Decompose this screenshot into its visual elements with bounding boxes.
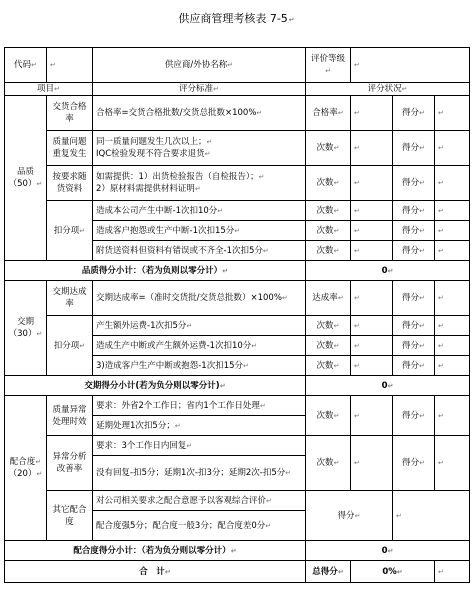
delivery-deduct-standard: 3)造成客户生产中断或抱怨-1次扣15分↵ [93,356,306,376]
delivery-rate-sub-item: 交期达成率 [47,281,93,316]
delivery-rate-measure: 达成率↵ [306,281,351,316]
grade-label: 评价等级↵ [306,48,351,83]
quality-deduct-score-label: 得分↵ [393,221,435,241]
repeat-issue-measure: 次数↵ [306,131,351,166]
quality-deduct-score-label: 得分↵ [393,201,435,221]
quality-deduct-standard: 造成客户抱怨或生产中断-1次扣15分↵ [93,221,306,241]
quality-deduct-score-value[interactable]: ↵ [435,221,470,241]
analysis-score-value[interactable]: ↵ [435,436,470,491]
supplier-evaluation-table [4,47,470,583]
pass-rate-value[interactable]: ↵ [351,96,393,131]
other-cooperation-standard: 对公司相关要求之配合意愿予以客观综合评价↵ [93,491,306,511]
quality-section-label: 品质 （50）↵ [5,96,47,261]
table-row [5,491,470,511]
quality-deduct-score-value[interactable]: ↵ [435,201,470,221]
total-extra-cell: ↵ [435,561,470,583]
documents-score-label: 得分↵ [393,166,435,201]
repeat-issue-standard: 同一质量问题发生几次以上；↵ IQC检验发现不符合要求退货↵ [93,131,306,166]
table-row [5,131,470,166]
other-cooperation-sub-item: 其它配合度 [47,491,93,541]
delivery-subtotal-row [5,376,470,396]
quality-subtotal-label: 品质得分小计：（若为负则以零分计）↵ [5,261,306,281]
pass-rate-standard: 合格率=交货合格批数/交货总批数×100%↵ [93,96,306,131]
delivery-deduct-score-label: 得分↵ [393,356,435,376]
other-cooperation-score-value[interactable]: ↵ [393,491,470,541]
item-column-header: 项目↵ [5,83,93,96]
response-time-score-value[interactable]: ↵ [435,396,470,436]
response-time-value[interactable]: ↵ [351,396,393,436]
response-time-sub-item: 质量异常处理时效 [47,396,93,436]
delivery-deduct-value[interactable]: ↵ [351,356,393,376]
table-row [5,281,470,316]
table-row [5,396,470,416]
table-row [5,436,470,456]
response-time-measure: 次数↵ [306,396,351,436]
total-score-label: 总得分↵ [306,561,351,583]
quality-deduct-measure: 次数↵ [306,201,351,221]
other-cooperation-scale: 配合度强5分；配合度一般3分；配合度差0分↵ [93,511,306,541]
response-time-standard: 要求：外省2个工作日；省内1个工作日处理↵ [93,396,306,416]
total-score-value: 0%↵ [351,561,435,583]
form-title: 供应商管理考核表 7-5↵ [178,12,295,25]
delivery-deduct-label: 扣分项↵ [47,316,93,376]
pass-rate-measure: 合格率↵ [306,96,351,131]
analysis-sub-item: 异常分析改善率 [47,436,93,491]
status-column-header: 评分状况↵ [306,83,470,96]
quality-deduct-standard: 附货送资料但资料有错误或不齐全-1次扣5分↵ [93,241,306,261]
table-row [5,316,470,336]
supplier-label: 供应商/外协名称↵ [93,48,306,83]
delivery-deduct-score-value[interactable]: ↵ [435,336,470,356]
delivery-deduct-measure: 次数↵ [306,336,351,356]
delivery-deduct-standard: 造成生产中断或产生额外运费-1次扣10分↵ [93,336,306,356]
analysis-measure: 次数↵ [306,436,351,491]
delivery-section-label: 交期 （30）↵ [5,281,47,376]
quality-deduct-value[interactable]: ↵ [351,201,393,221]
header-row [5,48,470,83]
code-value-cell[interactable]: ↵ [47,48,93,83]
documents-measure: 次数↵ [306,166,351,201]
standard-column-header: 评分标准↵ [93,83,306,96]
delivery-deduct-value[interactable]: ↵ [351,336,393,356]
response-time-score-label: 得分↵ [393,396,435,436]
quality-deduct-value[interactable]: ↵ [351,241,393,261]
analysis-score-label: 得分↵ [393,436,435,491]
quality-deduct-measure: 次数↵ [306,241,351,261]
delivery-rate-value[interactable]: ↵ [351,281,393,316]
column-header-row [5,83,470,96]
delivery-deduct-value[interactable]: ↵ [351,316,393,336]
delivery-rate-score-label: 得分↵ [393,281,435,316]
repeat-issue-sub-item: 质量问题重复发生 [47,131,93,166]
quality-deduct-score-label: 得分↵ [393,241,435,261]
quality-deduct-value[interactable]: ↵ [351,221,393,241]
analysis-penalty: 没有回复-扣5分；延期1次-扣3分；延期2次-扣5分↵ [93,456,306,491]
grade-value-cell[interactable]: ↵ [351,48,470,83]
other-cooperation-score-label: 得分↵ [306,491,393,541]
delivery-deduct-score-value[interactable]: ↵ [435,356,470,376]
cooperation-subtotal-value: 0↵ [306,541,470,561]
cooperation-subtotal-label: 配合度得分小计：（若为负分则以零分计）↵ [5,541,306,561]
analysis-standard: 要求：3个工作日内回复↵ [93,436,306,456]
quality-deduct-score-value[interactable]: ↵ [435,241,470,261]
pass-rate-sub-item: 交货合格率 [47,96,93,131]
delivery-deduct-measure: 次数↵ [306,316,351,336]
code-label: 代码↵ [5,48,47,83]
quality-subtotal-row [5,261,470,281]
total-row [5,561,470,583]
repeat-issue-value[interactable]: ↵ [351,131,393,166]
documents-value[interactable]: ↵ [351,166,393,201]
pass-rate-score-value[interactable]: ↵ [435,96,470,131]
pass-rate-score-label: 得分↵ [393,96,435,131]
delivery-deduct-standard: 产生额外运费-1次扣5分↵ [93,316,306,336]
response-time-penalty: 延期处理1次扣5分；↵ [93,416,306,436]
table-row [5,96,470,131]
delivery-subtotal-value: 0↵ [306,376,470,396]
delivery-deduct-score-label: 得分↵ [393,316,435,336]
table-row [5,166,470,201]
cooperation-section-label: 配合度↵ （20）↵ [5,396,47,541]
repeat-issue-score-label: 得分↵ [393,131,435,166]
documents-sub-item: 按要求随货资料 [47,166,93,201]
documents-standard: 如需提供：1）出货检验报告（自检报告）；↵ 2）原材料需提供材料证明↵ [93,166,306,201]
quality-deduct-label: 扣分项↵ [47,201,93,261]
repeat-issue-score-value[interactable]: ↵ [435,131,470,166]
analysis-value[interactable]: ↵ [351,436,393,491]
documents-score-value[interactable]: ↵ [435,166,470,201]
delivery-rate-score-value[interactable]: ↵ [435,281,470,316]
delivery-deduct-score-value[interactable]: ↵ [435,316,470,336]
delivery-rate-standard: 交期达成率=（准时交货批/交货总批数）×100%↵ [93,281,306,316]
quality-subtotal-value: 0↵ [306,261,470,281]
quality-deduct-measure: 次数↵ [306,221,351,241]
quality-deduct-standard: 造成本公司产生中断-1次扣10分↵ [93,201,306,221]
total-label: 合 计↵ [5,561,306,583]
table-row [5,201,470,221]
delivery-subtotal-label: 交期得分小计(若为负分则以零分计)↵ [5,376,306,396]
cooperation-subtotal-row [5,541,470,561]
delivery-deduct-score-label: 得分↵ [393,336,435,356]
delivery-deduct-measure: 次数↵ [306,356,351,376]
